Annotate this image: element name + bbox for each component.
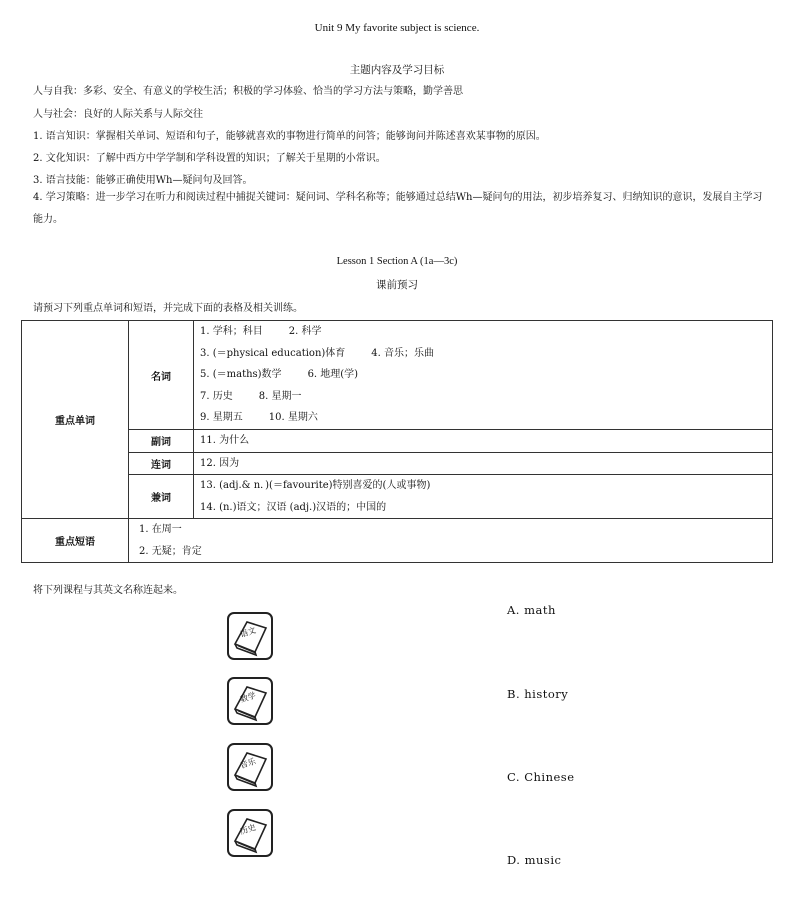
objective-paragraph: 4. 学习策略：进一步学习在听力和阅读过程中捕捉关键词：疑问词、学科名称等；能够通过总结Wh—疑问句的用法，初步培养复习、归纳知识的意识，发展自主学习能力。 <box>33 192 763 225</box>
key-phrases-label: 重点短语 <box>22 519 129 563</box>
unit-title: Unit 9 My favorite subject is science. <box>314 22 480 34</box>
book-chinese-icon <box>227 612 273 660</box>
phrase-line: 2. 无疑；肯定 <box>139 545 202 557</box>
vocab-line: 9. 星期五 10. 星期六 <box>200 412 318 424</box>
vocab-line: 5. (＝maths)数学 6. 地理(学) <box>200 369 359 381</box>
section-heading: 课前预习 <box>376 279 418 291</box>
matching-instruction: 将下列课程与其英文名称连起来。 <box>33 585 183 596</box>
key-words-label: 重点单词 <box>22 321 129 519</box>
theme-heading: 主题内容及学习目标 <box>349 64 445 76</box>
objective-line: 人与社会：良好的人际关系与人际交往 <box>33 109 203 120</box>
vocab-line: 1. 学科；科目 2. 科学 <box>200 326 322 338</box>
adverb-cell <box>194 430 773 453</box>
objective-line: 3. 语言技能：能够正确使用Wh—疑问句及回答。 <box>33 175 253 186</box>
vocab-line: 13. (adj.& n．)(＝favourite)特别喜爱的(人或事物) <box>200 480 431 491</box>
book-label: 音乐 <box>239 756 257 771</box>
vocab-line: 3. (＝physical education)体育 4. 音乐；乐曲 <box>200 347 435 359</box>
option-d: D. music <box>507 853 562 867</box>
multi-label: 兼词 <box>129 475 194 519</box>
preview-instruction: 请预习下列重点单词和短语，并完成下面的表格及相关训练。 <box>33 303 303 314</box>
book-math-icon <box>227 677 273 725</box>
phrase-line: 1. 在周一 <box>139 524 182 535</box>
objective-line: 1. 语言知识：掌握相关单词、短语和句子，能够就喜欢的事物进行简单的问答；能够询问并陈述喜欢某事物的原因。 <box>33 131 546 142</box>
book-music-icon <box>227 743 273 791</box>
noun-label: 名词 <box>129 321 194 430</box>
lesson-title: Lesson 1 Section A (1a—3c) <box>336 256 458 267</box>
option-b: B. history <box>507 687 569 701</box>
vocab-table <box>21 320 773 563</box>
book-label: 历史 <box>239 822 257 837</box>
conj-label: 连词 <box>129 452 194 475</box>
option-a: A. math <box>507 603 556 617</box>
objective-line: 2. 文化知识：了解中西方中学学制和学科设置的知识；了解关于星期的小常识。 <box>33 153 386 164</box>
multi-cell <box>194 475 773 519</box>
vocab-line: 7. 历史 8. 星期一 <box>200 390 302 402</box>
vocab-line: 11. 为什么 <box>200 435 250 446</box>
noun-cell <box>194 321 773 430</box>
book-history-icon <box>227 809 273 857</box>
vocab-line: 14. (n.)语文；汉语 (adj.)汉语的；中国的 <box>200 501 387 513</box>
book-label: 数学 <box>239 690 257 705</box>
phrases-cell <box>129 519 773 563</box>
vocab-line: 12. 因为 <box>200 457 240 469</box>
adverb-label: 副词 <box>129 430 194 453</box>
book-label: 语文 <box>239 625 257 640</box>
objective-line: 人与自我：多彩、安全、有意义的学校生活；积极的学习体验、恰当的学习方法与策略，勤学善思 <box>33 86 463 97</box>
conj-cell <box>194 452 773 475</box>
option-c: C. Chinese <box>507 770 575 784</box>
